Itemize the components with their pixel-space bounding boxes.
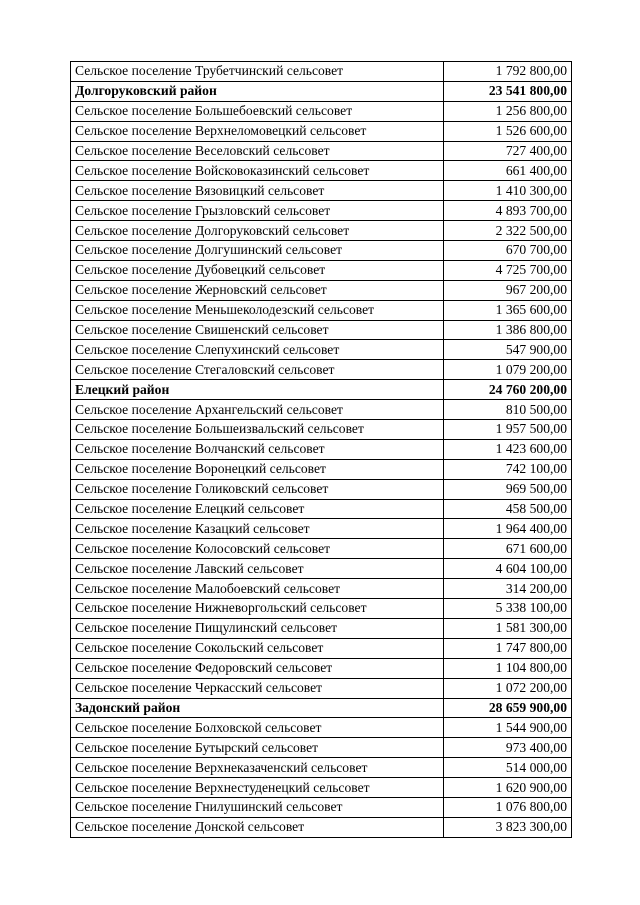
- settlement-name-cell: Сельское поселение Малобоевский сельсовет: [71, 579, 444, 599]
- settlement-amount-cell: 1 104 800,00: [444, 658, 572, 678]
- settlement-name-cell: Сельское поселение Войсковоказинский сельсовет: [71, 161, 444, 181]
- settlement-name-cell: Сельское поселение Донской сельсовет: [71, 817, 444, 837]
- settlement-amount-cell: 671 600,00: [444, 539, 572, 559]
- settlement-row: [71, 360, 572, 380]
- settlement-amount-cell: 727 400,00: [444, 141, 572, 161]
- settlement-name-cell: Сельское поселение Верхнеломовецкий сельсовет: [71, 121, 444, 141]
- settlement-amount-cell: 967 200,00: [444, 280, 572, 300]
- settlement-amount-cell: 1 957 500,00: [444, 420, 572, 440]
- settlement-row: [71, 559, 572, 579]
- district-total-row: [71, 698, 572, 718]
- settlement-amount-cell: 3 823 300,00: [444, 817, 572, 837]
- settlement-row: [71, 439, 572, 459]
- district-name-cell: Елецкий район: [71, 380, 444, 400]
- settlement-row: [71, 241, 572, 261]
- settlement-row: [71, 579, 572, 599]
- settlement-name-cell: Сельское поселение Верхнеказаченский сельсовет: [71, 758, 444, 778]
- settlement-amount-cell: 1 072 200,00: [444, 678, 572, 698]
- settlement-name-cell: Сельское поселение Стегаловский сельсовет: [71, 360, 444, 380]
- district-total-row: [71, 380, 572, 400]
- settlement-name-cell: Сельское поселение Гнилушинский сельсовет: [71, 797, 444, 817]
- settlement-name-cell: Сельское поселение Пищулинский сельсовет: [71, 618, 444, 638]
- settlement-row: [71, 141, 572, 161]
- settlement-name-cell: Сельское поселение Сокольский сельсовет: [71, 638, 444, 658]
- settlement-row: [71, 181, 572, 201]
- settlement-name-cell: Сельское поселение Вязовицкий сельсовет: [71, 181, 444, 201]
- settlement-amount-cell: 1 079 200,00: [444, 360, 572, 380]
- settlement-name-cell: Сельское поселение Долгоруковский сельсовет: [71, 221, 444, 241]
- settlement-name-cell: Сельское поселение Болховской сельсовет: [71, 718, 444, 738]
- settlement-row: [71, 221, 572, 241]
- settlement-row: [71, 738, 572, 758]
- settlement-amount-cell: 1 526 600,00: [444, 121, 572, 141]
- settlement-row: [71, 658, 572, 678]
- settlement-name-cell: Сельское поселение Казацкий сельсовет: [71, 519, 444, 539]
- settlement-name-cell: Сельское поселение Лавский сельсовет: [71, 559, 444, 579]
- settlement-row: [71, 340, 572, 360]
- settlement-row: [71, 638, 572, 658]
- district-name-cell: Задонский район: [71, 698, 444, 718]
- settlement-row: [71, 101, 572, 121]
- allocation-table-body: [71, 62, 572, 838]
- settlement-amount-cell: 973 400,00: [444, 738, 572, 758]
- settlement-amount-cell: 969 500,00: [444, 479, 572, 499]
- settlement-amount-cell: 4 725 700,00: [444, 260, 572, 280]
- settlement-amount-cell: 1 410 300,00: [444, 181, 572, 201]
- settlement-row: [71, 479, 572, 499]
- settlement-name-cell: Сельское поселение Нижневоргольский сельсовет: [71, 599, 444, 619]
- settlement-name-cell: Сельское поселение Волчанский сельсовет: [71, 439, 444, 459]
- settlement-row: [71, 758, 572, 778]
- settlement-amount-cell: 458 500,00: [444, 499, 572, 519]
- settlement-amount-cell: 742 100,00: [444, 459, 572, 479]
- settlement-amount-cell: 4 604 100,00: [444, 559, 572, 579]
- settlement-row: [71, 539, 572, 559]
- settlement-amount-cell: 1 256 800,00: [444, 101, 572, 121]
- settlement-name-cell: Сельское поселение Большебоевский сельсовет: [71, 101, 444, 121]
- settlement-name-cell: Сельское поселение Слепухинский сельсовет: [71, 340, 444, 360]
- settlement-name-cell: Сельское поселение Верхнестуденецкий сельсовет: [71, 778, 444, 798]
- settlement-row: [71, 300, 572, 320]
- settlement-name-cell: Сельское поселение Веселовский сельсовет: [71, 141, 444, 161]
- settlement-name-cell: Сельское поселение Большеизвальский сельсовет: [71, 420, 444, 440]
- settlement-row: [71, 778, 572, 798]
- settlement-amount-cell: 1 620 900,00: [444, 778, 572, 798]
- district-amount-cell: 24 760 200,00: [444, 380, 572, 400]
- settlement-row: [71, 718, 572, 738]
- settlement-name-cell: Сельское поселение Архангельский сельсовет: [71, 400, 444, 420]
- settlement-amount-cell: 2 322 500,00: [444, 221, 572, 241]
- settlement-name-cell: Сельское поселение Меньшеколодезский сельсовет: [71, 300, 444, 320]
- settlement-amount-cell: 670 700,00: [444, 241, 572, 261]
- allocation-table: [70, 61, 572, 838]
- settlement-name-cell: Сельское поселение Грызловский сельсовет: [71, 201, 444, 221]
- settlement-row: [71, 499, 572, 519]
- settlement-row: [71, 797, 572, 817]
- settlement-amount-cell: 547 900,00: [444, 340, 572, 360]
- settlement-row: [71, 817, 572, 837]
- settlement-amount-cell: 1 792 800,00: [444, 62, 572, 82]
- settlement-row: [71, 459, 572, 479]
- settlement-row: [71, 121, 572, 141]
- settlement-row: [71, 599, 572, 619]
- settlement-row: [71, 201, 572, 221]
- settlement-amount-cell: 1 423 600,00: [444, 439, 572, 459]
- settlement-amount-cell: 1 386 800,00: [444, 320, 572, 340]
- settlement-amount-cell: 661 400,00: [444, 161, 572, 181]
- district-name-cell: Долгоруковский район: [71, 81, 444, 101]
- settlement-row: [71, 260, 572, 280]
- settlement-amount-cell: 1 544 900,00: [444, 718, 572, 738]
- settlement-row: [71, 618, 572, 638]
- settlement-amount-cell: 514 000,00: [444, 758, 572, 778]
- settlement-name-cell: Сельское поселение Колосовский сельсовет: [71, 539, 444, 559]
- settlement-row: [71, 280, 572, 300]
- settlement-row: [71, 320, 572, 340]
- settlement-amount-cell: 4 893 700,00: [444, 201, 572, 221]
- settlement-amount-cell: 1 076 800,00: [444, 797, 572, 817]
- settlement-name-cell: Сельское поселение Бутырский сельсовет: [71, 738, 444, 758]
- settlement-name-cell: Сельское поселение Дубовецкий сельсовет: [71, 260, 444, 280]
- settlement-name-cell: Сельское поселение Долгушинский сельсовет: [71, 241, 444, 261]
- settlement-amount-cell: 810 500,00: [444, 400, 572, 420]
- settlement-row: [71, 678, 572, 698]
- settlement-row: [71, 400, 572, 420]
- settlement-row: [71, 519, 572, 539]
- settlement-amount-cell: 1 365 600,00: [444, 300, 572, 320]
- settlement-row: [71, 420, 572, 440]
- settlement-name-cell: Сельское поселение Черкасский сельсовет: [71, 678, 444, 698]
- district-total-row: [71, 81, 572, 101]
- settlement-amount-cell: 1 964 400,00: [444, 519, 572, 539]
- settlement-name-cell: Сельское поселение Голиковский сельсовет: [71, 479, 444, 499]
- settlement-name-cell: Сельское поселение Трубетчинский сельсовет: [71, 62, 444, 82]
- settlement-row: [71, 161, 572, 181]
- district-amount-cell: 23 541 800,00: [444, 81, 572, 101]
- settlement-amount-cell: 5 338 100,00: [444, 599, 572, 619]
- settlement-name-cell: Сельское поселение Воронецкий сельсовет: [71, 459, 444, 479]
- settlement-amount-cell: 314 200,00: [444, 579, 572, 599]
- settlement-amount-cell: 1 581 300,00: [444, 618, 572, 638]
- settlement-name-cell: Сельское поселение Свишенский сельсовет: [71, 320, 444, 340]
- settlement-amount-cell: 1 747 800,00: [444, 638, 572, 658]
- settlement-row: [71, 62, 572, 82]
- settlement-name-cell: Сельское поселение Федоровский сельсовет: [71, 658, 444, 678]
- district-amount-cell: 28 659 900,00: [444, 698, 572, 718]
- settlement-name-cell: Сельское поселение Жерновский сельсовет: [71, 280, 444, 300]
- settlement-name-cell: Сельское поселение Елецкий сельсовет: [71, 499, 444, 519]
